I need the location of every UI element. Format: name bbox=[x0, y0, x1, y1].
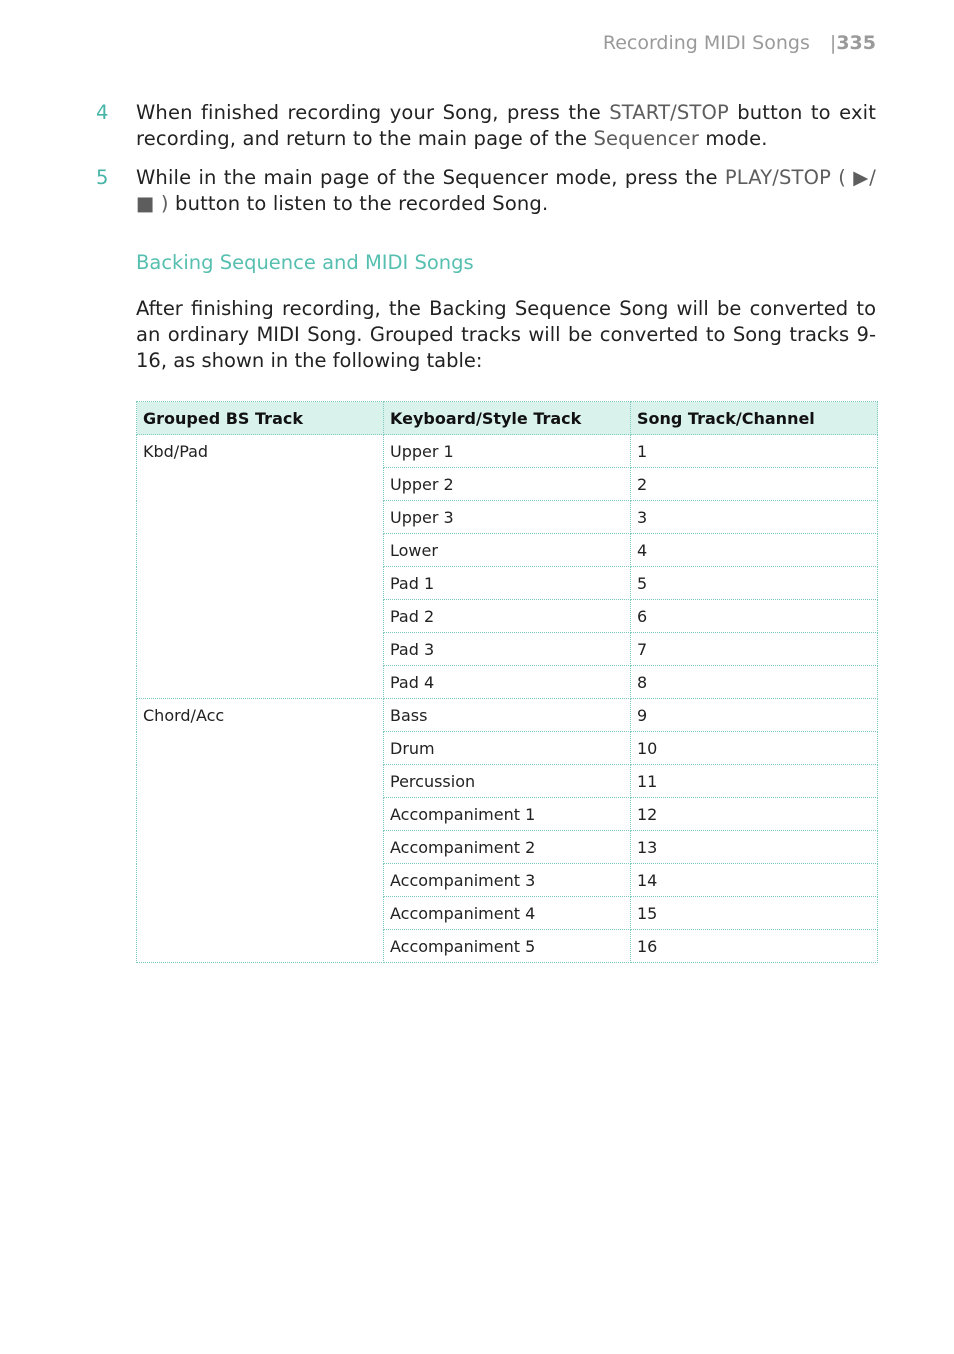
channel-cell: 12 bbox=[631, 798, 878, 831]
track-cell: Upper 3 bbox=[384, 501, 631, 534]
table-header-row bbox=[137, 402, 878, 435]
start-stop-button-ref: START/STOP bbox=[609, 101, 729, 124]
channel-cell: 10 bbox=[631, 732, 878, 765]
track-cell: Accompaniment 3 bbox=[384, 864, 631, 897]
track-cell: Pad 2 bbox=[384, 600, 631, 633]
step-5-text: While in the main page of the Sequencer mode, press the PLAY/STOP ( ▶/■ ) button to listen to the recorded Song. bbox=[136, 166, 876, 215]
track-cell: Accompaniment 1 bbox=[384, 798, 631, 831]
channel-cell: 3 bbox=[631, 501, 878, 534]
channel-cell: 9 bbox=[631, 699, 878, 732]
channel-cell: 15 bbox=[631, 897, 878, 930]
track-cell: Pad 1 bbox=[384, 567, 631, 600]
channel-cell: 1 bbox=[631, 435, 878, 468]
channel-cell: 7 bbox=[631, 633, 878, 666]
track-cell: Upper 2 bbox=[384, 468, 631, 501]
column-header: Grouped BS Track bbox=[137, 402, 384, 435]
group-cell: Kbd/Pad bbox=[137, 435, 384, 699]
track-cell: Accompaniment 2 bbox=[384, 831, 631, 864]
channel-cell: 8 bbox=[631, 666, 878, 699]
channel-cell: 4 bbox=[631, 534, 878, 567]
track-cell: Pad 3 bbox=[384, 633, 631, 666]
page-header bbox=[603, 32, 876, 54]
channel-cell: 16 bbox=[631, 930, 878, 963]
column-header: Song Track/Channel bbox=[631, 402, 878, 435]
track-cell: Bass bbox=[384, 699, 631, 732]
page-number: 335 bbox=[836, 32, 876, 54]
channel-cell: 5 bbox=[631, 567, 878, 600]
track-mapping-table bbox=[136, 401, 878, 963]
channel-cell: 14 bbox=[631, 864, 878, 897]
sequencer-mode-ref: Sequencer bbox=[593, 127, 699, 150]
section-heading: Backing Sequence and MIDI Songs bbox=[136, 251, 474, 274]
header-separator: | bbox=[829, 32, 837, 54]
table-row bbox=[137, 435, 878, 468]
step-number: 4 bbox=[96, 101, 109, 124]
track-cell: Accompaniment 5 bbox=[384, 930, 631, 963]
step-4-text: When finished recording your Song, press the START/STOP button to exit recording, and return to the main page of the Sequencer mode. bbox=[136, 101, 876, 150]
group-cell: Chord/Acc bbox=[137, 699, 384, 963]
body-paragraph: After finishing recording, the Backing Sequence Song will be converted to an ordinary MIDI Song. Grouped tracks will be converted to Song tracks 9-16, as shown in the following table: bbox=[136, 297, 876, 372]
column-header: Keyboard/Style Track bbox=[384, 402, 631, 435]
channel-cell: 2 bbox=[631, 468, 878, 501]
channel-cell: 13 bbox=[631, 831, 878, 864]
track-cell: Lower bbox=[384, 534, 631, 567]
section-name: Recording MIDI Songs bbox=[602, 32, 810, 54]
play-stop-button-ref: PLAY/STOP ( ▶/■ ) bbox=[136, 166, 876, 215]
track-cell: Accompaniment 4 bbox=[384, 897, 631, 930]
channel-cell: 6 bbox=[631, 600, 878, 633]
track-cell: Percussion bbox=[384, 765, 631, 798]
step-number: 5 bbox=[96, 166, 109, 189]
track-cell: Pad 4 bbox=[384, 666, 631, 699]
track-cell: Upper 1 bbox=[384, 435, 631, 468]
track-cell: Drum bbox=[384, 732, 631, 765]
channel-cell: 11 bbox=[631, 765, 878, 798]
table-row bbox=[137, 699, 878, 732]
